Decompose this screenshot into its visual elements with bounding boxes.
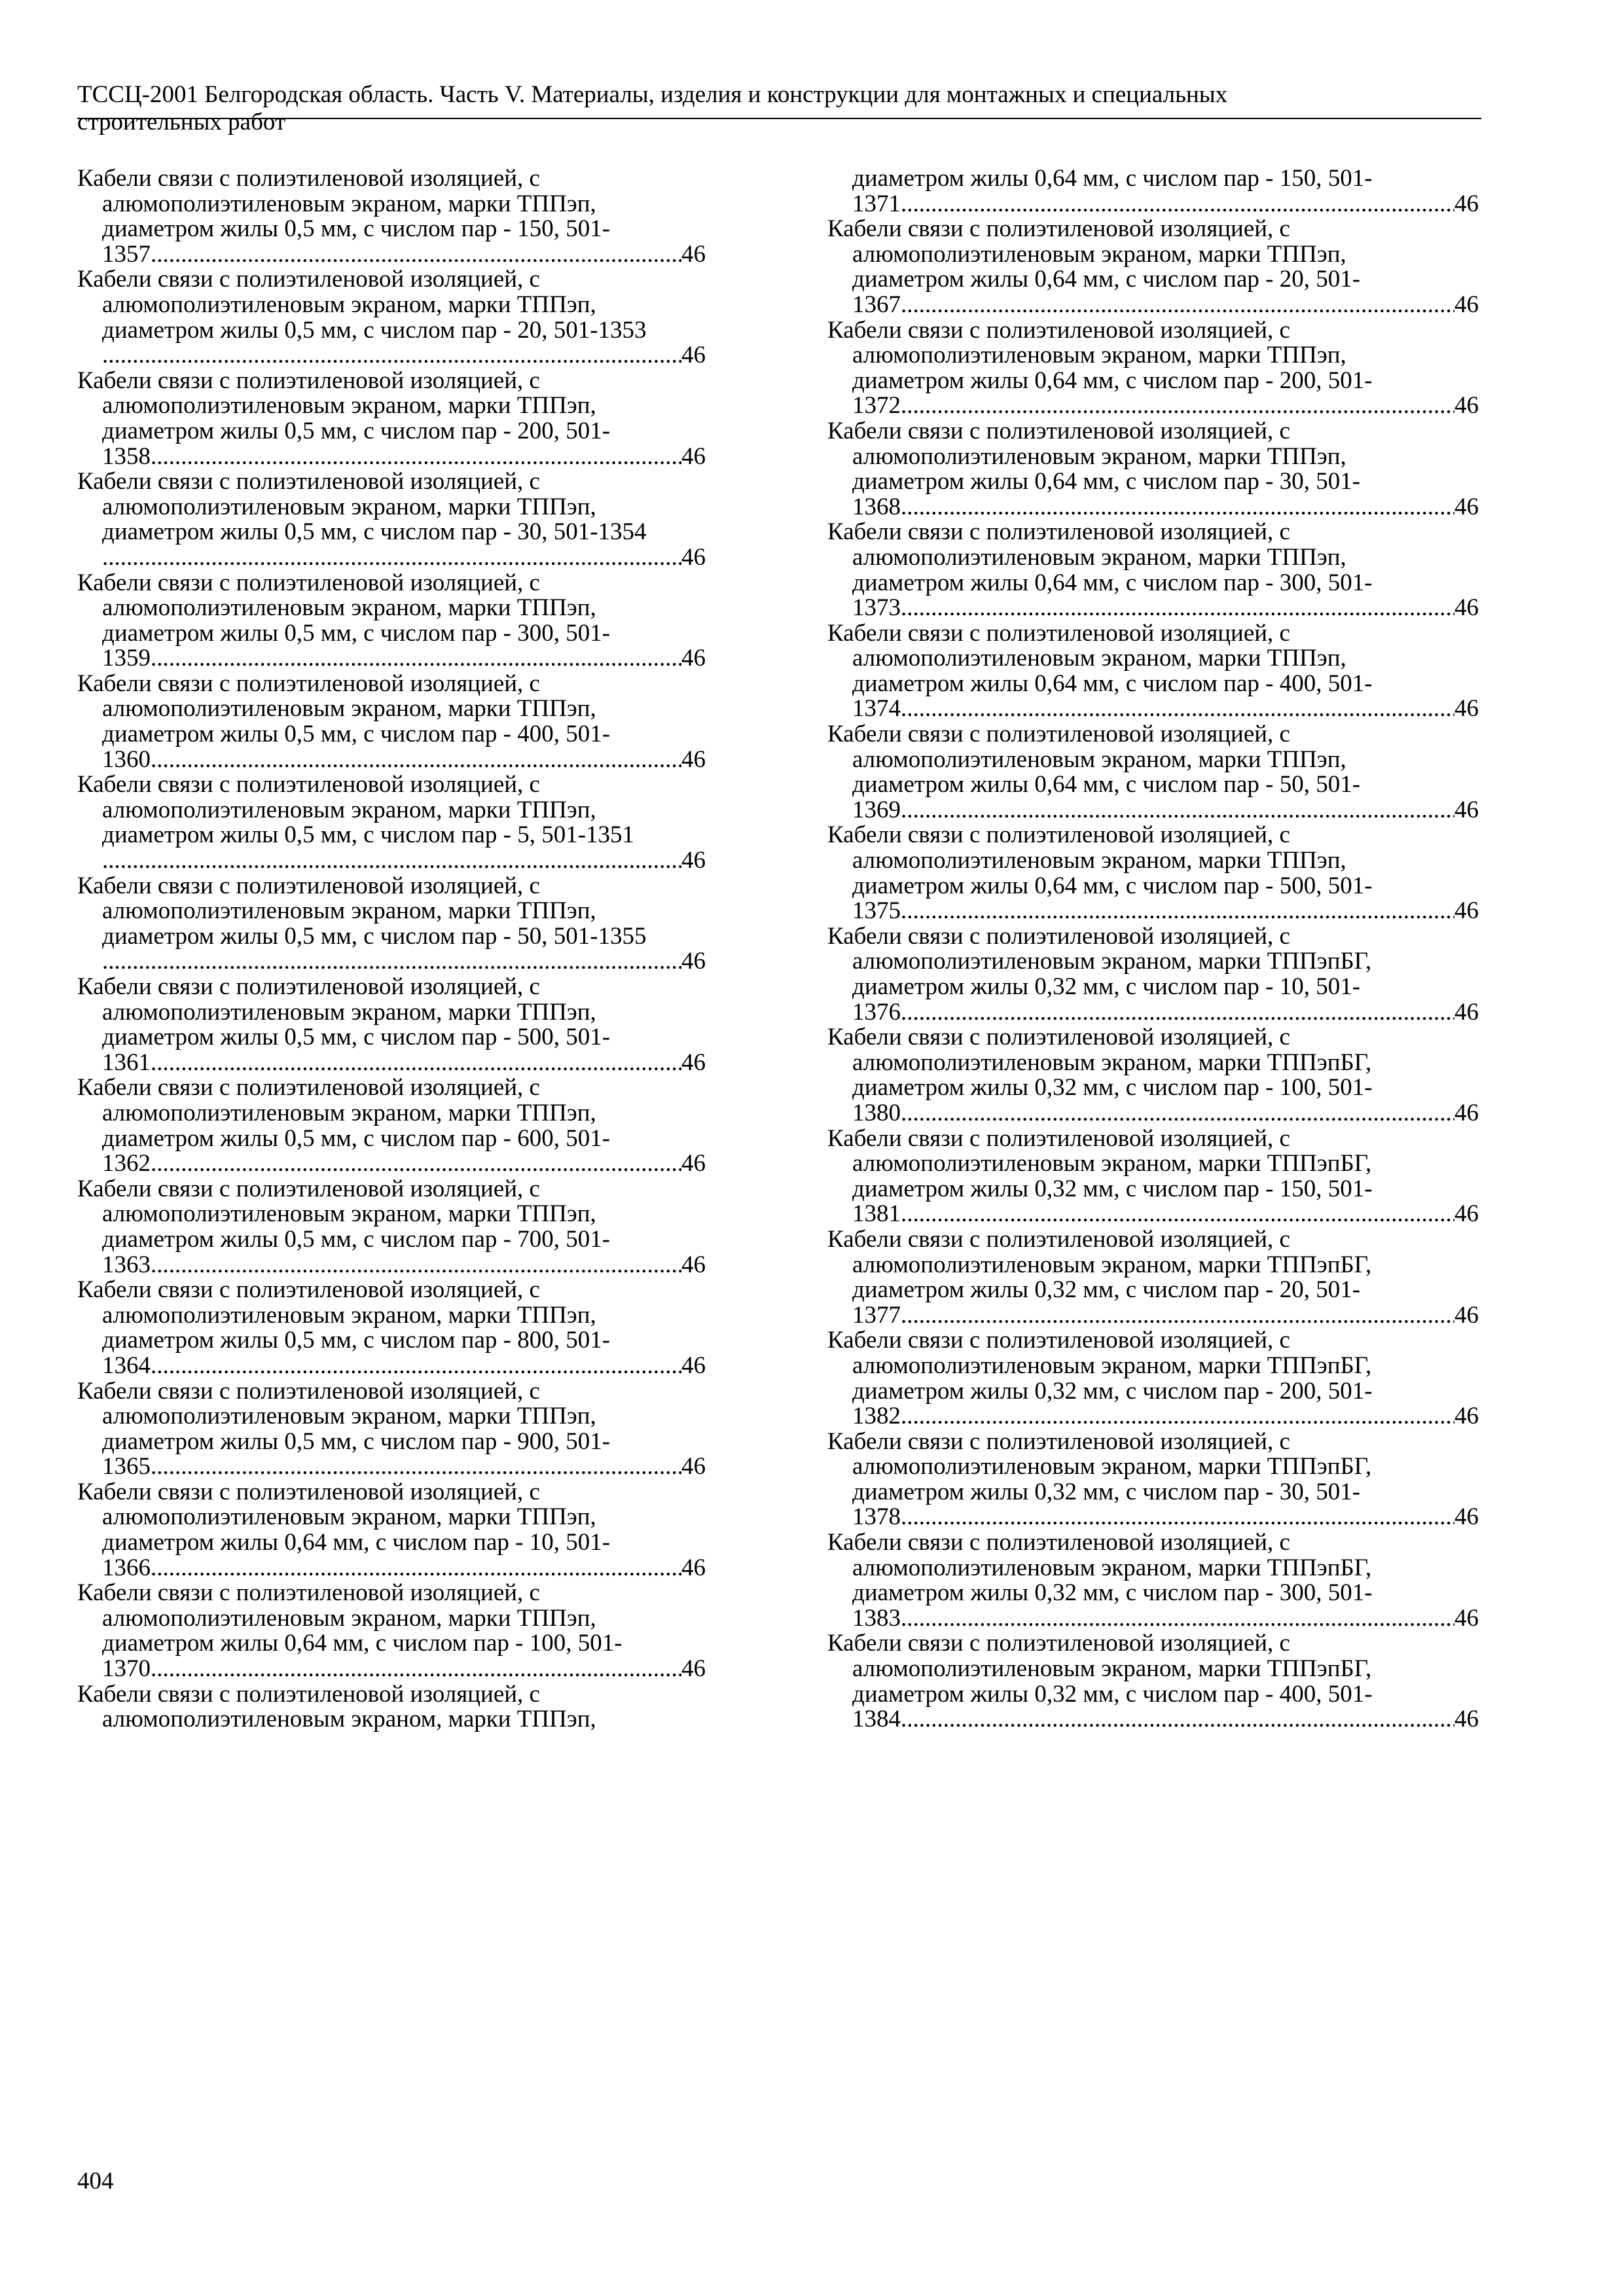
- toc-entry-leader-line: [77, 343, 706, 368]
- toc-entry-code: 1371: [852, 190, 901, 217]
- toc-entry-line: алюмополиэтиленовым экраном, марки ТППэп,: [852, 342, 1346, 369]
- header-title-line-1: ТССЦ-2001 Белгородская область. Часть V. Материалы, изделия и конструкции для монтажных и специальных: [77, 81, 1228, 108]
- toc-entry-page: 46: [681, 240, 706, 268]
- toc-entry-page: 46: [681, 745, 706, 773]
- page-header: [77, 81, 1481, 136]
- toc-entry-page: 46: [681, 1352, 706, 1379]
- toc-entry-line: диаметром жилы 0,5 мм, с числом пар - 300, 501-: [102, 619, 611, 647]
- toc-entry: [827, 1025, 1479, 1126]
- toc-entry-line: диаметром жилы 0,64 мм, с числом пар - 30, 501-: [852, 468, 1361, 495]
- toc-entry: [827, 419, 1479, 520]
- toc-entry-leader-line: [77, 1050, 706, 1076]
- toc-entry-line: Кабели связи с полиэтиленовой изоляцией, с: [827, 1630, 1290, 1657]
- toc-entry-line: диаметром жилы 0,32 мм, с числом пар - 100, 501-: [852, 1074, 1373, 1102]
- toc-entry: [827, 1631, 1479, 1732]
- dot-leader: [151, 646, 681, 672]
- toc-entry-code: 1377: [852, 1301, 901, 1329]
- toc-entry: [827, 1429, 1479, 1530]
- toc-column-right: [827, 166, 1479, 1732]
- toc-entry-line: алюмополиэтиленовым экраном, марки ТППэп,: [852, 847, 1346, 874]
- toc-entry-line: алюмополиэтиленовым экраном, марки ТППэп,: [102, 897, 596, 925]
- toc-entry: [827, 823, 1479, 924]
- toc-entry-line: алюмополиэтиленовым экраном, марки ТППэп,: [102, 1503, 596, 1531]
- dot-leader: [901, 596, 1454, 621]
- toc-entry-line: Кабели связи с полиэтиленовой изоляцией, с: [77, 1478, 540, 1505]
- toc-entry-line: Кабели связи с полиэтиленовой изоляцией, с: [77, 569, 540, 596]
- toc-entry: [77, 1379, 706, 1480]
- toc-entry-page: 46: [1454, 190, 1479, 217]
- toc-entry-page: 46: [1454, 1200, 1479, 1228]
- toc-entry-line: алюмополиэтиленовым экраном, марки ТППэп,: [102, 1200, 596, 1228]
- toc-entry-leader-line: [77, 1354, 706, 1379]
- toc-entry-line: алюмополиэтиленовым экраном, марки ТППэп,: [102, 1301, 596, 1329]
- toc-entry-line: диаметром жилы 0,32 мм, с числом пар - 10, 501-: [852, 973, 1361, 1000]
- dot-leader: [901, 192, 1454, 217]
- toc-entry-page: 46: [681, 1453, 706, 1480]
- toc-entry-line: алюмополиэтиленовым экраном, марки ТППэпБГ,: [852, 1352, 1372, 1379]
- dot-leader: [901, 495, 1454, 520]
- toc-entry-line: диаметром жилы 0,5 мм, с числом пар - 500, 501-: [102, 1024, 611, 1051]
- dot-leader: [151, 444, 681, 470]
- toc-entry-line: алюмополиэтиленовым экраном, марки ТППэп,: [102, 1706, 596, 1733]
- toc-entry: [77, 1581, 706, 1681]
- toc-entry-line: Кабели связи с полиэтиленовой изоляцией, с: [827, 1529, 1290, 1556]
- toc-entry-line: Кабели связи с полиэтиленовой изоляцией, с: [827, 922, 1290, 950]
- toc-entry-line: алюмополиэтиленовым экраном, марки ТППэп,: [852, 543, 1346, 571]
- toc-entry-line: Кабели связи с полиэтиленовой изоляцией, с: [827, 619, 1290, 647]
- dot-leader: [151, 1253, 681, 1278]
- toc-entry-line: диаметром жилы 0,32 мм, с числом пар - 30, 501-: [852, 1478, 1361, 1505]
- toc-entry-line: алюмополиэтиленовым экраном, марки ТППэп,: [102, 1403, 596, 1430]
- toc-entry-code: 1376: [852, 998, 901, 1026]
- toc-entry-line: алюмополиэтиленовым экраном, марки ТППэпБГ,: [852, 1655, 1372, 1683]
- toc-entry-line: диаметром жилы 0,64 мм, с числом пар - 500, 501-: [852, 872, 1373, 899]
- toc-entry: [77, 469, 706, 570]
- toc-entry-line: алюмополиэтиленовым экраном, марки ТППэп,: [852, 240, 1346, 268]
- toc-entry: [77, 1480, 706, 1581]
- toc-entry-code: 1367: [852, 291, 901, 318]
- toc-entry-line: диаметром жилы 0,32 мм, с числом пар - 200, 501-: [852, 1377, 1373, 1405]
- toc-entry: [827, 621, 1479, 722]
- toc-entry-leader-line: [77, 747, 706, 773]
- dot-leader: [901, 1101, 1454, 1126]
- toc-entry: [77, 571, 706, 672]
- toc-entry-leader-line: [827, 1202, 1479, 1227]
- toc-entry: [77, 874, 706, 975]
- toc-entry-line: Кабели связи с полиэтиленовой изоляцией, с: [77, 670, 540, 697]
- toc-entry-line: диаметром жилы 0,5 мм, с числом пар - 30, 501-1354: [102, 518, 647, 546]
- toc-entry-line: алюмополиэтиленовым экраном, марки ТППэп,: [102, 1604, 596, 1632]
- toc-entry-line: алюмополиэтиленовым экраном, марки ТППэп,: [102, 1099, 596, 1126]
- toc-entry-page: 46: [1454, 796, 1479, 823]
- dot-leader: [151, 1151, 681, 1177]
- dot-leader: [151, 1454, 681, 1480]
- toc-entry-line: Кабели связи с полиэтиленовой изоляцией, с: [77, 367, 540, 394]
- toc-entry-line: Кабели связи с полиэтиленовой изоляцией, с: [77, 1377, 540, 1405]
- toc-entry-page: 46: [1454, 1706, 1479, 1733]
- toc-entry-code: 1368: [852, 493, 901, 520]
- toc-entry: [827, 1530, 1479, 1631]
- toc-entry-page: 46: [1454, 392, 1479, 420]
- toc-entry-leader-line: [827, 596, 1479, 621]
- header-rule: [77, 118, 1481, 119]
- toc-entry-code: 1374: [852, 695, 901, 723]
- dot-leader: [901, 1606, 1454, 1632]
- toc-entry-line: алюмополиэтиленовым экраном, марки ТППэп,: [102, 998, 596, 1026]
- toc-entry-code: 1361: [102, 1049, 151, 1076]
- dot-leader: [102, 545, 681, 571]
- toc-entry-page: 46: [681, 543, 706, 571]
- toc-entry-leader-line: [827, 1505, 1479, 1530]
- toc-entry-page: 46: [681, 847, 706, 874]
- dot-leader: [151, 1050, 681, 1076]
- dot-leader: [901, 899, 1454, 924]
- toc-entry-page: 46: [1454, 493, 1479, 520]
- toc-entry-line: алюмополиэтиленовым экраном, марки ТППэп,: [852, 645, 1346, 672]
- toc-entry: [827, 166, 1479, 217]
- toc-entry-page: 46: [681, 645, 706, 672]
- dot-leader: [901, 1202, 1454, 1227]
- toc-entry: [77, 975, 706, 1075]
- toc-entry-line: диаметром жилы 0,32 мм, с числом пар - 150, 501-: [852, 1175, 1373, 1202]
- toc-entry-line: диаметром жилы 0,5 мм, с числом пар - 5, 501-1351: [102, 821, 635, 849]
- toc-entry-line: Кабели связи с полиэтиленовой изоляцией, с: [77, 468, 540, 495]
- toc-entry-line: алюмополиэтиленовым экраном, марки ТППэп,: [102, 291, 596, 318]
- toc-entry-leader-line: [827, 798, 1479, 823]
- toc-entry-line: Кабели связи с полиэтиленовой изоляцией, с: [77, 1175, 540, 1202]
- toc-entry-page: 46: [1454, 291, 1479, 318]
- toc-entry-leader-line: [77, 545, 706, 571]
- toc-entry-code: 1366: [102, 1554, 151, 1581]
- toc-entry-code: 1378: [852, 1503, 901, 1531]
- toc-entry-line: Кабели связи с полиэтиленовой изоляцией, с: [827, 215, 1290, 243]
- toc-entry-page: 46: [1454, 897, 1479, 925]
- toc-entry-line: диаметром жилы 0,32 мм, с числом пар - 400, 501-: [852, 1680, 1373, 1708]
- toc-entry-code: 1359: [102, 645, 151, 672]
- toc-entry-leader-line: [77, 1556, 706, 1581]
- toc-entry-line: Кабели связи с полиэтиленовой изоляцией, с: [77, 1579, 540, 1607]
- toc-entry-leader-line: [827, 1707, 1479, 1732]
- toc-entry: [77, 1278, 706, 1378]
- toc-entry-line: диаметром жилы 0,32 мм, с числом пар - 300, 501-: [852, 1579, 1373, 1607]
- toc-entry-line: Кабели связи с полиэтиленовой изоляцией, с: [827, 721, 1290, 748]
- toc-entry-page: 46: [1454, 1099, 1479, 1126]
- toc-entry-code: 1357: [102, 240, 151, 268]
- dot-leader: [901, 1707, 1454, 1732]
- toc-entry-leader-line: [827, 1303, 1479, 1329]
- toc-entry-line: Кабели связи с полиэтиленовой изоляцией, с: [77, 165, 540, 192]
- toc-entry: [827, 722, 1479, 823]
- toc-entry-page: 46: [681, 1049, 706, 1076]
- toc-entry-leader-line: [77, 242, 706, 268]
- toc-entry-line: алюмополиэтиленовым экраном, марки ТППэпБГ,: [852, 1251, 1372, 1278]
- toc-entry-line: диаметром жилы 0,64 мм, с числом пар - 50, 501-: [852, 771, 1361, 798]
- toc-entry-page: 46: [1454, 1403, 1479, 1430]
- toc-entry-code: 1358: [102, 442, 151, 470]
- dot-leader: [151, 747, 681, 773]
- toc-entry-line: диаметром жилы 0,64 мм, с числом пар - 20, 501-: [852, 266, 1361, 293]
- toc-entry-line: Кабели связи с полиэтиленовой изоляцией, с: [827, 417, 1290, 444]
- toc-entry-line: диаметром жилы 0,64 мм, с числом пар - 400, 501-: [852, 670, 1373, 697]
- toc-entry: [827, 924, 1479, 1025]
- dot-leader: [151, 1354, 681, 1379]
- toc-entry-leader-line: [77, 949, 706, 975]
- toc-entry: [77, 672, 706, 772]
- header-title-line-2: строительных работ: [77, 109, 286, 135]
- toc-entry: [77, 166, 706, 267]
- toc-entry-page: 46: [681, 1251, 706, 1278]
- toc-entry: [827, 520, 1479, 620]
- toc-entry-line: Кабели связи с полиэтиленовой изоляцией, с: [77, 872, 540, 899]
- toc-entry-code: 1375: [852, 897, 901, 925]
- toc-entry: [77, 1682, 706, 1732]
- toc-entry-line: Кабели связи с полиэтиленовой изоляцией, с: [77, 1074, 540, 1102]
- toc-entry-line: алюмополиэтиленовым экраном, марки ТППэпБГ,: [852, 1150, 1372, 1177]
- toc-entry-code: 1365: [102, 1453, 151, 1480]
- toc-entry-leader-line: [827, 1606, 1479, 1632]
- toc-entry-code: 1382: [852, 1403, 901, 1430]
- toc-entry-line: алюмополиэтиленовым экраном, марки ТППэп,: [102, 796, 596, 823]
- dot-leader: [102, 343, 681, 368]
- dot-leader: [901, 798, 1454, 823]
- dot-leader: [901, 1404, 1454, 1429]
- toc-entry-leader-line: [77, 646, 706, 672]
- toc-entry-line: алюмополиэтиленовым экраном, марки ТППэпБГ,: [852, 1049, 1372, 1076]
- toc-entry: [827, 1227, 1479, 1328]
- toc-entry-line: алюмополиэтиленовым экраном, марки ТППэп,: [852, 442, 1346, 470]
- dot-leader: [102, 848, 681, 874]
- toc-entry-leader-line: [827, 1000, 1479, 1026]
- toc-entry-page: 46: [681, 1554, 706, 1581]
- toc-entry-code: 1381: [852, 1200, 901, 1228]
- dot-leader: [151, 242, 681, 268]
- toc-entry: [77, 1177, 706, 1278]
- toc-entry-line: диаметром жилы 0,64 мм, с числом пар - 10, 501-: [102, 1529, 611, 1556]
- toc-entry-code: 1360: [102, 745, 151, 773]
- toc-entry-page: 46: [1454, 1604, 1479, 1632]
- toc-entry-code: 1364: [102, 1352, 151, 1379]
- toc-entry-line: алюмополиэтиленовым экраном, марки ТППэп,: [102, 594, 596, 622]
- dot-leader: [151, 1657, 681, 1682]
- toc-entry-line: алюмополиэтиленовым экраном, марки ТППэп,: [102, 493, 596, 520]
- dot-leader: [102, 949, 681, 975]
- toc-entry-leader-line: [77, 1151, 706, 1177]
- toc-entry-line: Кабели связи с полиэтиленовой изоляцией, с: [827, 821, 1290, 849]
- toc-entry-line: диаметром жилы 0,64 мм, с числом пар - 300, 501-: [852, 569, 1373, 596]
- toc-entry-page: 46: [681, 948, 706, 975]
- dot-leader: [901, 393, 1454, 419]
- toc-entry-line: диаметром жилы 0,5 мм, с числом пар - 800, 501-: [102, 1327, 611, 1354]
- toc-entry-line: диаметром жилы 0,5 мм, с числом пар - 20, 501-1353: [102, 316, 647, 344]
- toc-entry-line: диаметром жилы 0,5 мм, с числом пар - 50, 501-1355: [102, 922, 647, 950]
- toc-entry-line: Кабели связи с полиэтиленовой изоляцией, с: [827, 518, 1290, 546]
- dot-leader: [151, 1556, 681, 1581]
- toc-entry-line: алюмополиэтиленовым экраном, марки ТППэп,: [102, 392, 596, 420]
- toc-entry-page: 46: [1454, 695, 1479, 723]
- toc-entry-leader-line: [827, 1404, 1479, 1429]
- toc-entry-line: алюмополиэтиленовым экраном, марки ТППэпБГ,: [852, 948, 1372, 975]
- toc-entry-page: 46: [1454, 1301, 1479, 1329]
- toc-entry-line: алюмополиэтиленовым экраном, марки ТППэп,: [852, 745, 1346, 773]
- toc-entry-line: алюмополиэтиленовым экраном, марки ТППэп,: [102, 190, 596, 217]
- toc-entry-line: диаметром жилы 0,5 мм, с числом пар - 600, 501-: [102, 1124, 611, 1152]
- toc-entry-code: 1372: [852, 392, 901, 420]
- toc-entry-line: алюмополиэтиленовым экраном, марки ТППэпБГ,: [852, 1554, 1372, 1581]
- toc-entry-leader-line: [77, 1253, 706, 1278]
- toc-entry-page: 46: [1454, 594, 1479, 622]
- toc-entry: [77, 772, 706, 873]
- toc-entry-page: 46: [681, 1150, 706, 1177]
- toc-entry-line: диаметром жилы 0,5 мм, с числом пар - 150, 501-: [102, 215, 611, 243]
- toc-entry-line: диаметром жилы 0,64 мм, с числом пар - 100, 501-: [102, 1630, 623, 1657]
- toc-entry-line: диаметром жилы 0,64 мм, с числом пар - 150, 501-: [852, 165, 1373, 192]
- toc-entry-line: диаметром жилы 0,5 мм, с числом пар - 900, 501-: [102, 1427, 611, 1455]
- toc-entry-page: 46: [681, 442, 706, 470]
- toc-entry: [77, 368, 706, 469]
- toc-entry-page: 46: [1454, 1503, 1479, 1531]
- toc-entry-line: Кабели связи с полиэтиленовой изоляцией, с: [77, 1680, 540, 1708]
- toc-entry-leader-line: [77, 848, 706, 874]
- dot-leader: [901, 293, 1454, 318]
- page-number: 404: [77, 2168, 114, 2195]
- toc-entry-leader-line: [827, 899, 1479, 924]
- toc-entry-leader-line: [77, 444, 706, 470]
- toc-entry-line: Кабели связи с полиэтиленовой изоляцией, с: [77, 973, 540, 1000]
- toc-entry-line: Кабели связи с полиэтиленовой изоляцией, с: [827, 1124, 1290, 1152]
- toc-entry-code: 1370: [102, 1655, 151, 1683]
- toc-entry-line: Кабели связи с полиэтиленовой изоляцией, с: [827, 1327, 1290, 1354]
- toc-entry-page: 46: [681, 342, 706, 369]
- dot-leader: [901, 696, 1454, 722]
- toc-entry-leader-line: [827, 495, 1479, 520]
- toc-entry-line: Кабели связи с полиэтиленовой изоляцией, с: [77, 771, 540, 798]
- toc-entry-page: 46: [1454, 998, 1479, 1026]
- toc-entry: [827, 1328, 1479, 1429]
- toc-entry-code: 1369: [852, 796, 901, 823]
- toc-entry-code: 1380: [852, 1099, 901, 1126]
- toc-entry-line: Кабели связи с полиэтиленовой изоляцией, с: [77, 1276, 540, 1304]
- toc-entry-line: диаметром жилы 0,5 мм, с числом пар - 400, 501-: [102, 721, 611, 748]
- dot-leader: [901, 1303, 1454, 1329]
- toc-entry: [77, 267, 706, 368]
- toc-entry-leader-line: [827, 192, 1479, 217]
- toc-entry-line: диаметром жилы 0,64 мм, с числом пар - 200, 501-: [852, 367, 1373, 394]
- toc-entry-line: Кабели связи с полиэтиленовой изоляцией, с: [827, 1225, 1290, 1253]
- toc-entry-code: 1383: [852, 1604, 901, 1632]
- toc-entry-leader-line: [827, 696, 1479, 722]
- toc-entry: [827, 318, 1479, 419]
- toc-entry-code: 1362: [102, 1150, 151, 1177]
- toc-entry-line: алюмополиэтиленовым экраном, марки ТППэпБГ,: [852, 1453, 1372, 1480]
- toc-entry-leader-line: [827, 293, 1479, 318]
- toc-entry: [77, 1075, 706, 1176]
- toc-entry-line: Кабели связи с полиэтиленовой изоляцией, с: [827, 316, 1290, 344]
- toc-entry-leader-line: [77, 1454, 706, 1480]
- toc-entry-code: 1384: [852, 1706, 901, 1733]
- toc-entry-line: диаметром жилы 0,32 мм, с числом пар - 20, 501-: [852, 1276, 1361, 1304]
- dot-leader: [901, 1505, 1454, 1530]
- dot-leader: [901, 1000, 1454, 1026]
- toc-entry-line: алюмополиэтиленовым экраном, марки ТППэп,: [102, 695, 596, 723]
- toc-entry-page: 46: [681, 1655, 706, 1683]
- toc-entry-line: Кабели связи с полиэтиленовой изоляцией, с: [827, 1024, 1290, 1051]
- toc-entry-line: диаметром жилы 0,5 мм, с числом пар - 200, 501-: [102, 417, 611, 444]
- toc-entry-leader-line: [827, 1101, 1479, 1126]
- toc-entry-line: Кабели связи с полиэтиленовой изоляцией, с: [77, 266, 540, 293]
- toc-entry-code: 1373: [852, 594, 901, 622]
- toc-entry-leader-line: [77, 1657, 706, 1682]
- toc-entry-line: диаметром жилы 0,5 мм, с числом пар - 700, 501-: [102, 1225, 611, 1253]
- toc-entry: [827, 217, 1479, 317]
- toc-entry-line: Кабели связи с полиэтиленовой изоляцией, с: [827, 1427, 1290, 1455]
- toc-entry-leader-line: [827, 393, 1479, 419]
- toc-entry-code: 1363: [102, 1251, 151, 1278]
- toc-column-left: [77, 166, 706, 1732]
- toc-entry: [827, 1126, 1479, 1227]
